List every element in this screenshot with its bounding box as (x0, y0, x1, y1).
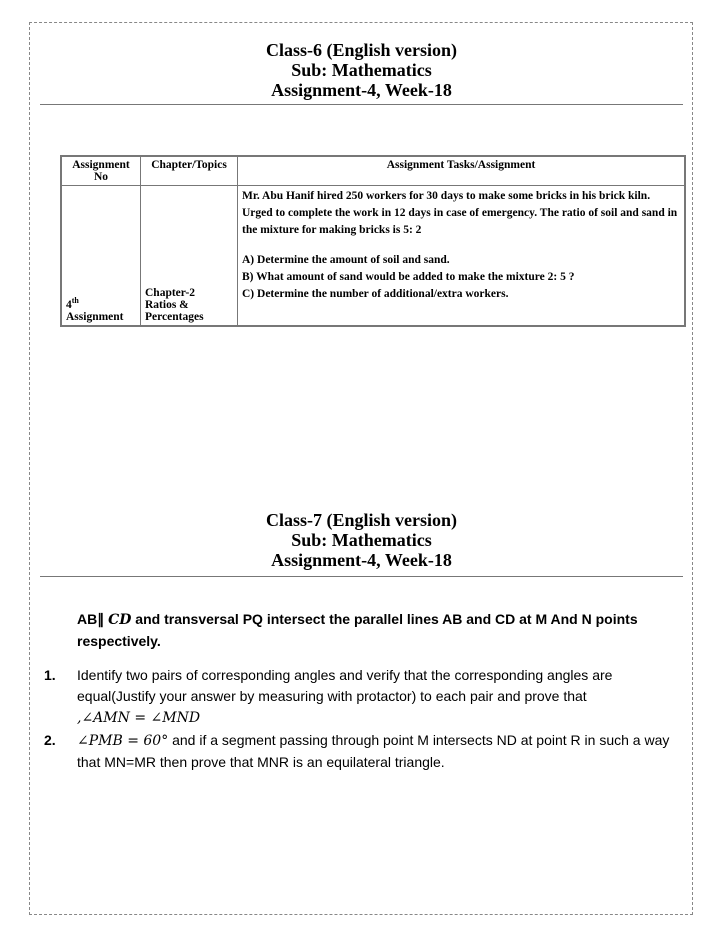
class6-header (40, 40, 683, 100)
assignment-number-suffix: th (71, 295, 79, 305)
cell-tasks (238, 186, 686, 326)
assignment-word: Assignment (66, 310, 124, 323)
task-a: A) Determine the amount of soil and sand. (242, 254, 450, 266)
question-1-math: ,∠AMN = ∠MND (77, 710, 201, 726)
question-1-number: 1. (44, 667, 56, 683)
header-tasks: Assignment Tasks/Assignment (238, 156, 686, 186)
question-item-2 (44, 730, 694, 773)
question-item-1 (44, 665, 694, 729)
task-c: C) Determine the number of additional/extra workers. (242, 288, 509, 300)
table-header-row (61, 156, 685, 186)
lead-suffix: and transversal PQ intersect the parallel lines AB and CD at M And N points respectively. (77, 611, 638, 649)
question-2-number: 2. (44, 732, 56, 748)
question-2-text: and if a segment passing through point M intersects ND at point R in such a way that MN=MR then prove that MNR is an equilateral triangle. (77, 732, 670, 770)
task-intro: Mr. Abu Hanif hired 250 workers for 30 days to make some bricks in his brick kiln. Urged to complete the work in 12 days in case of emergency. The ratio of soil and sand in the mixture for making bricks is 5: 2 (242, 190, 678, 236)
cell-assignment-no (61, 186, 141, 326)
lead-prefix: AB∥ (77, 611, 109, 627)
class7-divider (40, 576, 683, 577)
lead-math: CD (108, 612, 132, 628)
assignment-number: 4 (66, 298, 72, 311)
table-row (61, 186, 685, 326)
chapter-line3: Percentages (145, 310, 204, 323)
class6-assignment: Assignment-4, Week-18 (271, 80, 452, 100)
header-chapter-topics: Chapter/Topics (141, 156, 238, 186)
problem-statement (77, 609, 692, 652)
class6-subject: Sub: Mathematics (291, 60, 432, 80)
assignment-table (60, 155, 686, 327)
header-assignment-no: Assignment No (61, 156, 141, 186)
class7-header (40, 510, 683, 570)
class7-subject: Sub: Mathematics (291, 530, 432, 550)
chapter-line2: Ratios & (145, 298, 189, 311)
class7-title: Class-7 (English version) (265, 510, 458, 530)
cell-chapter (141, 186, 238, 326)
task-b: B) What amount of sand would be added to make the mixture 2: 5 ? (242, 271, 575, 283)
chapter-line1: Chapter-2 (145, 286, 196, 299)
question-1-text: Identify two pairs of corresponding angles and verify that the corresponding angles are equal(Justify your answer by measuring with protactor) to each pair and prove that (77, 667, 613, 704)
class6-title: Class-6 (English version) (265, 40, 458, 60)
class6-divider (40, 104, 683, 105)
class7-assignment: Assignment-4, Week-18 (271, 550, 452, 570)
question-2-math: ∠PMB = 60° (77, 733, 169, 749)
